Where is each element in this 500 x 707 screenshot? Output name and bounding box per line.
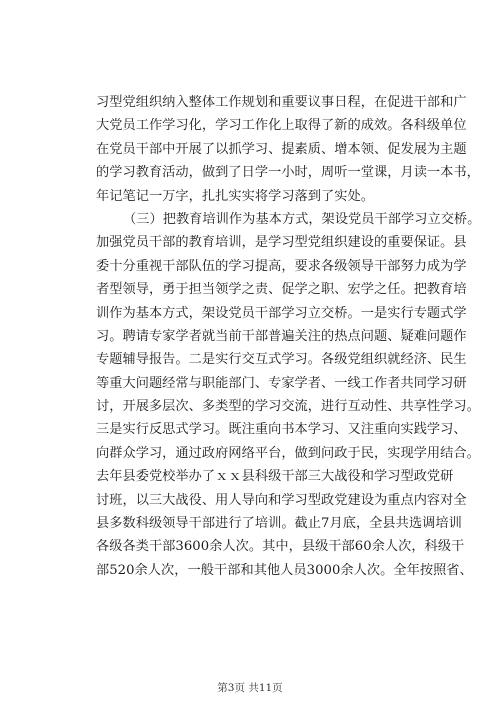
text-line: 年记笔记一万字，扎扎实实将学习落到了实处。 xyxy=(96,188,374,204)
text-line: 讨班，以三大战役、用人导向和学习型政党建设为重点内容对全 xyxy=(96,492,467,508)
page-footer xyxy=(0,680,500,695)
section-heading: （三）把教育培训作为基本方式，架设党员干部学习立交桥。 xyxy=(123,211,481,227)
page-number: 第3页 共11页 xyxy=(217,682,283,694)
text-line: 各级各类干部3600余人次。其中，县级干部60余人次，科级干 xyxy=(96,539,465,555)
text-line: 习型党组织纳入整体工作规划和重要议事日程，在促进干部和广 xyxy=(96,95,467,110)
text-line: 大党员工作学习化，学习工作化上取得了新的成效。各科级单位 xyxy=(96,118,467,134)
text-line: 加强党员干部的教育培训，是学习型党组织建设的重要保证。县 xyxy=(96,235,467,251)
text-line: 习。聘请专家学者就当前干部普遍关注的热点问题、疑难问题作 xyxy=(96,328,467,344)
text-line: 讨，开展多层次、多类型的学习交流，进行互动性、共享性学习。 xyxy=(96,399,480,415)
text-line: 委十分重视干部队伍的学习提高，要求各级领导干部努力成为学 xyxy=(96,258,467,274)
text-line: 三是实行反思式学习。既注重向书本学习、又注重向实践学习、 xyxy=(96,422,467,438)
text-line: 者型领导，勇于担当领学之责、促学之职、宏学之任。把教育培 xyxy=(96,282,467,298)
text-line: 的学习教育活动，做到了日学一小时，周听一堂课，月读一本书， xyxy=(96,165,480,181)
text-line: 在党员干部中开展了以抓学习、提素质、增本领、促发展为主题 xyxy=(96,141,467,157)
text-line: 专题辅导报告。二是实行交互式学习。各级党组织就经济、民生 xyxy=(96,352,467,368)
text-line: 县多数科级领导干部进行了培训。截止7月底，全县共选调培训 xyxy=(96,516,462,532)
body-text xyxy=(96,91,481,582)
text-line: 等重大问题经常与职能部门、专家学者、一线工作者共同学习研 xyxy=(96,375,467,391)
text-line: 部520余人次，一般干部和其他人员3000余人次。全年按照省、 xyxy=(96,562,473,578)
text-line: 向群众学习，通过政府网络平台，做到问政于民，实现学用结合。 xyxy=(96,445,480,461)
text-line: 去年县委党校举办了ｘｘ县科级干部三大战役和学习型政党研 xyxy=(96,469,454,485)
text-line: 训作为基本方式，架设党员干部学习立交桥。一是实行专题式学 xyxy=(96,305,467,321)
